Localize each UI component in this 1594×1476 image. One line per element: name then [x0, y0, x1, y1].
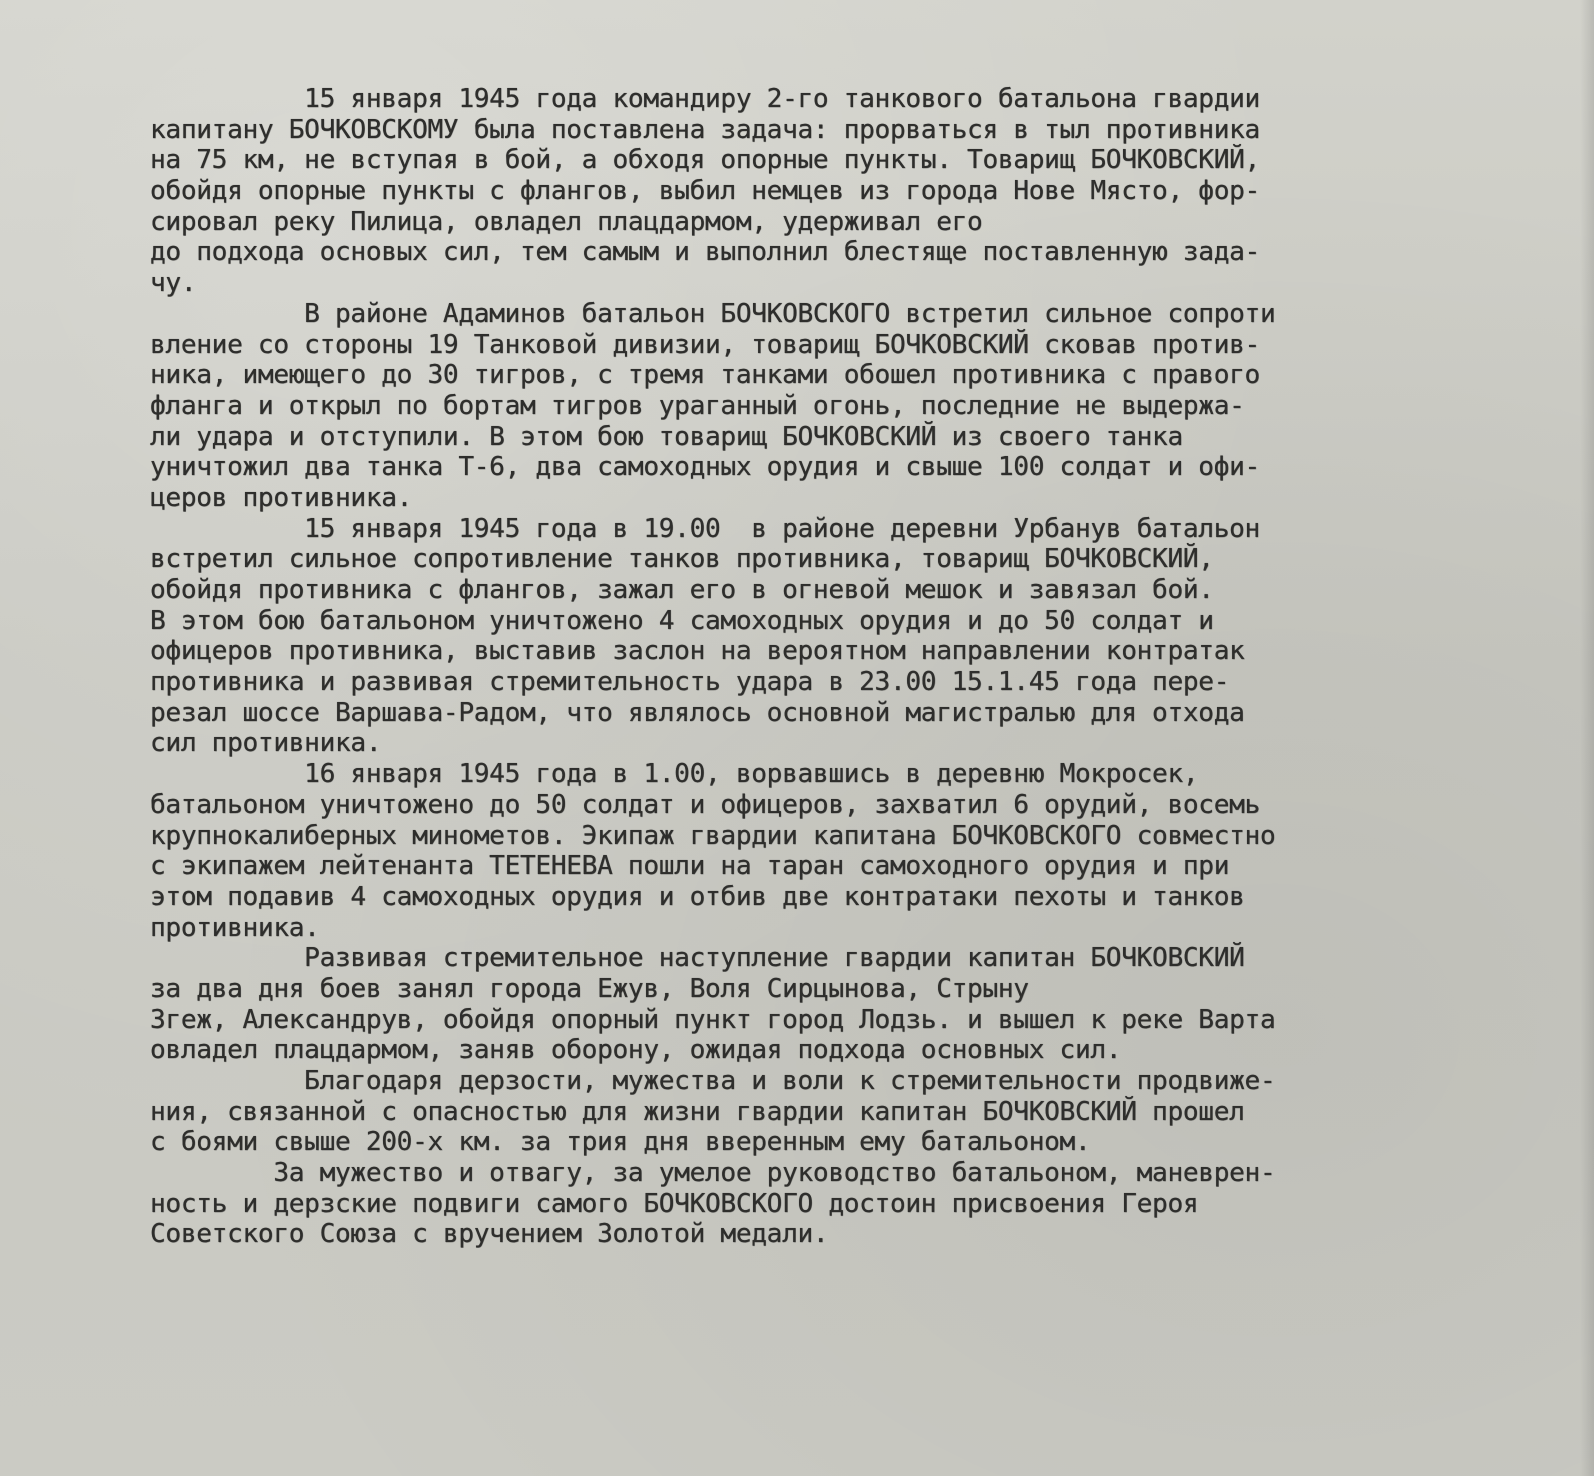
text-line-8: В районе Адаминов батальон БОЧКОВСКОГО встретил сильное сопроти	[150, 298, 1276, 329]
text-line-11: фланга и открыл по бортам тигров ураганный огонь, последние не выдержа-	[150, 390, 1245, 421]
text-line-2: капитану БОЧКОВСКОМУ была поставлена задача: прорваться в тыл противника	[150, 114, 1260, 145]
text-line-34: ния, связанной с опасностью для жизни гвардии капитан БОЧКОВСКИЙ прошел	[150, 1096, 1245, 1127]
text-line-17: обойдя противника с флангов, зажал его в огневой мешок и завязал бой.	[150, 575, 1214, 605]
text-line-9: вление со стороны 19 Танковой дивизии, товарищ БОЧКОВСКИЙ сковав против-	[150, 329, 1260, 360]
text-line-1: 15 января 1945 года командиру 2-го танкового батальона гвардии	[150, 84, 1260, 114]
page-edge-shadow	[1580, 0, 1594, 1476]
text-line-19: офицеров противника, выставив заслон на вероятном направлении контратак	[150, 636, 1245, 667]
text-line-7: чу.	[150, 268, 197, 299]
text-line-24: батальоном уничтожено до 50 солдат и офицеров, захватил 6 орудий, восемь	[150, 789, 1260, 820]
text-line-33: Благодаря дерзости, мужества и воли к стремительности продвиже-	[150, 1066, 1276, 1096]
text-line-32: овладел плацдармом, заняв оборону, ожидая подхода основных сил.	[150, 1035, 1122, 1066]
text-line-25: крупнокалиберных минометов. Экипаж гвардии капитана БОЧКОВСКОГО совместно	[150, 820, 1276, 851]
text-line-13: уничтожил два танка Т-6, два самоходных орудия и свыше 100 солдат и офи-	[150, 452, 1260, 483]
text-line-15: 15 января 1945 года в 19.00 в районе деревни Урбанув батальон	[150, 513, 1260, 544]
text-line-29: Развивая стремительное наступление гвардии капитан БОЧКОВСКИЙ	[150, 943, 1245, 974]
text-line-18: В этом бою батальоном уничтожено 4 самоходных орудия и до 50 солдат и	[150, 605, 1214, 636]
text-line-4: обойдя опорные пункты с флангов, выбил немцев из города Нове Място, фор-	[150, 176, 1260, 207]
text-line-36: За мужество и отвагу, за умелое руководство батальоном, маневрен-	[150, 1158, 1276, 1189]
text-line-21: резал шоссе Варшава-Радом, что являлось основной магистралью для отхода	[150, 697, 1245, 728]
text-line-22: сил противника.	[150, 728, 382, 759]
text-line-16: встретил сильное сопротивление танков противника, товарищ БОЧКОВСКИЙ,	[150, 544, 1214, 575]
text-line-23: 16 января 1945 года в 1.00, ворвавшись в деревню Мокросек,	[150, 759, 1199, 790]
text-line-30: за два дня боев занял города Ежув, Воля Сирцынова, Стрыну	[150, 973, 1029, 1004]
text-line-10: ника, имеющего до 30 тигров, с тремя танками обошел противника с правого	[150, 360, 1260, 391]
text-line-12: ли удара и отступили. В этом бою товарищ БОЧКОВСКИЙ из своего танка	[150, 421, 1183, 452]
text-line-26: с экипажем лейтенанта ТЕТЕНЕВА пошли на таран самоходного орудия и при	[150, 851, 1230, 882]
text-line-27: этом подавив 4 самоходных орудия и отбив две контратаки пехоты и танков	[150, 881, 1245, 912]
text-line-31: Згеж, Александрув, обойдя опорный пункт город Лодзь. и вышел к реке Варта	[150, 1004, 1276, 1035]
text-line-38: Советского Союза с вручением Золотой медали.	[150, 1219, 829, 1250]
text-line-35: с боями свыше 200-х км. за трия дня вверенным ему батальоном.	[150, 1127, 1091, 1158]
text-line-14: церов противника.	[150, 482, 413, 513]
text-line-6: до подхода основых сил, тем самым и выполнил блестяще поставленную зада-	[150, 237, 1260, 268]
text-line-28: противника.	[150, 912, 320, 943]
text-line-20: противника и развивая стремительность удара в 23.00 15.1.45 года пере-	[150, 667, 1230, 698]
typewritten-text	[150, 84, 1490, 1250]
text-line-37: ность и дерзские подвиги самого БОЧКОВСКОГО достоин присвоения Героя	[150, 1188, 1199, 1219]
text-line-5: сировал реку Пилица, овладел плацдармом, удерживал его	[150, 206, 983, 237]
text-line-3: на 75 км, не вступая в бой, а обходя опорные пункты. Товарищ БОЧКОВСКИЙ,	[150, 145, 1260, 176]
